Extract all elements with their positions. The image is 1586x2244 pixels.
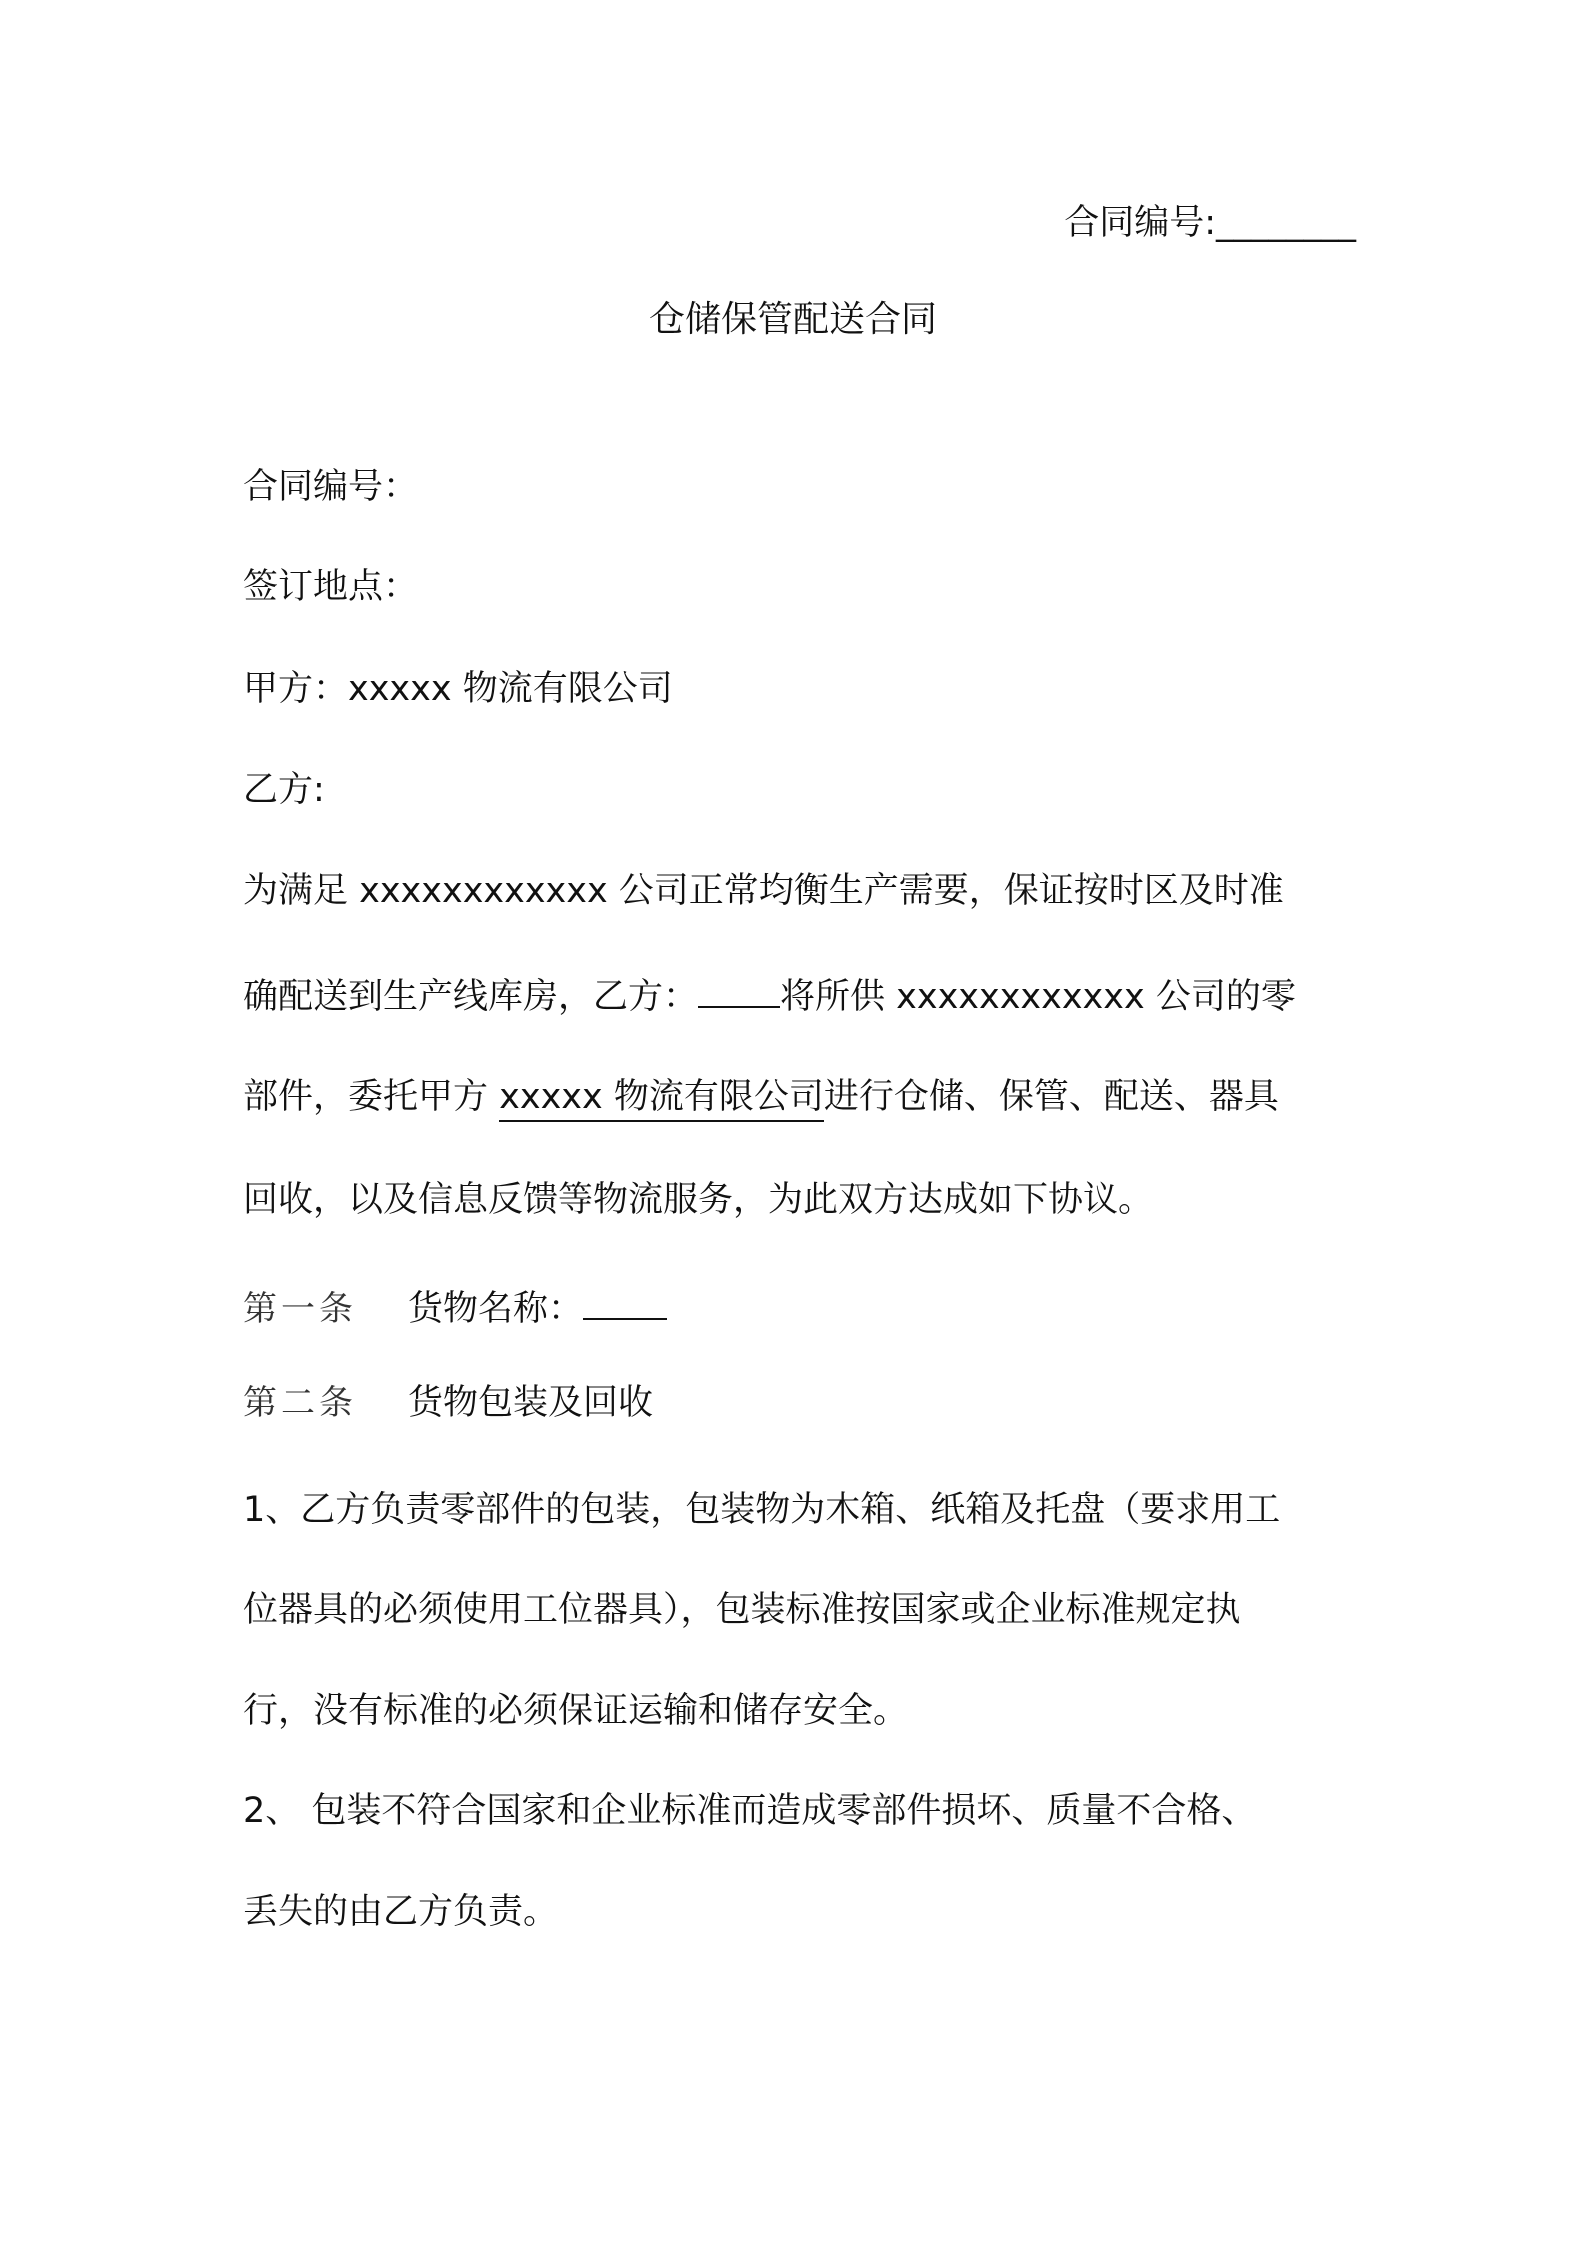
article-1-label: 第一条 (243, 1289, 357, 1329)
article-1-text: 货物名称： (408, 1289, 584, 1329)
preamble-line-2 (243, 972, 1296, 1022)
article-2 (243, 1378, 653, 1428)
document-title: 仓储保管配送合同 (648, 299, 937, 340)
sign-place-field: 签订地点： (243, 567, 419, 607)
preamble-line-4: 回收，以及信息反馈等物流服务，为此双方达成如下协议。 (243, 1180, 1154, 1220)
clause-1-line-1: 1、乙方负责零部件的包装，包装物为木箱、纸箱及托盘（要求用工 (243, 1490, 1281, 1530)
article-1 (243, 1284, 667, 1334)
preamble-line-3-start: 部件，委托甲方 (243, 1077, 500, 1117)
party-a-underlined-name: xxxxx 物流有限公司 (499, 1077, 824, 1122)
article-2-text: 货物包装及回收 (408, 1383, 654, 1423)
article-2-label: 第二条 (243, 1383, 357, 1423)
preamble-line-2-end: 将所供 xxxxxxxxxxxx 公司的零 (780, 977, 1296, 1017)
party-a-field: 甲方：xxxxx 物流有限公司 (243, 669, 673, 709)
clause-1-line-3: 行，没有标准的必须保证运输和储存安全。 (243, 1691, 909, 1731)
contract-number-header: 合同编号:________ (1064, 203, 1356, 243)
party-b-field: 乙方: (243, 770, 325, 810)
preamble-line-1: 为满足 xxxxxxxxxxxx 公司正常均衡生产需要，保证按时区及时准 (243, 871, 1284, 911)
clause-2-line-1: 2、 包装不符合国家和企业标准而造成零部件损坏、质量不合格、 (243, 1791, 1257, 1831)
contract-number-field: 合同编号： (243, 467, 419, 507)
goods-name-blank (583, 1288, 667, 1320)
preamble-line-2-start: 确配送到生产线库房，乙方： (243, 977, 699, 1017)
clause-2-line-2: 丢失的由乙方负责。 (243, 1892, 559, 1932)
clause-1-line-2: 位器具的必须使用工位器具），包装标准按国家或企业标准规定执 (243, 1590, 1241, 1630)
preamble-line-3 (243, 1072, 1279, 1122)
party-b-blank (698, 976, 780, 1008)
preamble-line-3-end: 进行仓储、保管、配送、器具 (823, 1077, 1279, 1117)
